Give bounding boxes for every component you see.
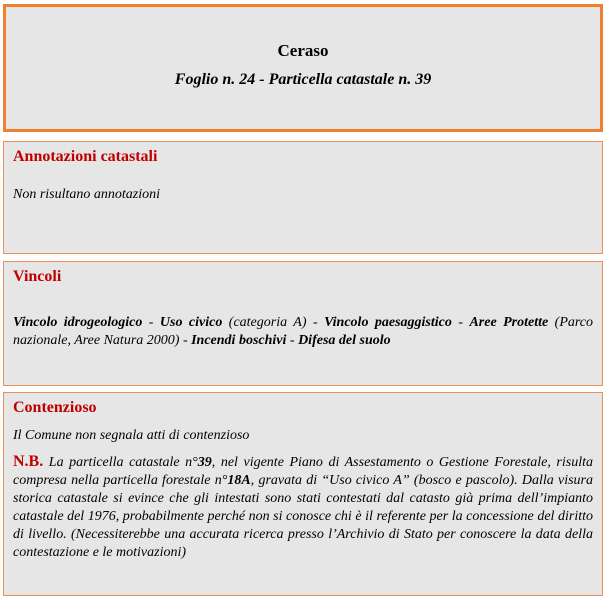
vincolo-paesaggistico: Vincolo paesaggistico [324, 315, 452, 330]
vincolo-idrogeologico: Vincolo idrogeologico [13, 315, 143, 330]
separator: - [179, 333, 192, 348]
vincoli-text [13, 314, 593, 350]
aree-protette-note: (Parco nazionale, Aree Natura 2000) [13, 315, 594, 348]
vincoli-heading: Vincoli [13, 268, 62, 285]
annotazioni-section [3, 141, 603, 254]
page-title: Ceraso [277, 41, 329, 60]
separator: - [286, 333, 299, 348]
vincoli-section [3, 261, 603, 386]
contenzioso-text: Il Comune non segnala atti di contenzioso [13, 428, 250, 443]
nb-text-1: La particella catastale n° [43, 455, 198, 470]
nb-text-3: , gravata di “Uso civico A” (bosco e pascolo). Dalla visura storica catastale si evince che gli intestati sono stati contestati dal catasto già prima dell’impianto catastale del 1976, probabilmente perché non si conosce chi è il referente per la concessione del diritto di livello. (Necessiterebbe una accurata ricerca presso l’Archivio di Stato per conoscere la data della contestazione e le motivazioni) [13, 473, 593, 560]
annotazioni-text: Non risultano annotazioni [13, 187, 161, 202]
nb-particella-number: 39 [197, 455, 212, 470]
vincolo-uso-civico: Uso civico [159, 315, 223, 330]
separator: - [142, 315, 160, 330]
nb-paragraph [13, 453, 593, 562]
separator: - [451, 315, 470, 330]
page-subtitle: Foglio n. 24 - Particella catastale n. 39 [174, 71, 432, 88]
nb-label: N.B. [13, 453, 44, 470]
uso-civico-note: (categoria A) [222, 315, 307, 330]
vincolo-difesa-suolo: Difesa del suolo [298, 333, 391, 348]
annotazioni-heading: Annotazioni catastali [13, 148, 158, 165]
separator: - [306, 315, 325, 330]
contenzioso-section [3, 392, 603, 596]
vincolo-incendi-boschivi: Incendi boschivi [191, 333, 287, 348]
nb-forestale-number: 18A [227, 473, 251, 488]
header-box [3, 4, 603, 132]
nb-text-2: , nel vigente Piano di Assestamento o Gestione Forestale, risulta compresa nella particella forestale n° [13, 455, 593, 488]
contenzioso-heading: Contenzioso [13, 399, 97, 416]
vincolo-aree-protette: Aree Protette [469, 315, 549, 330]
